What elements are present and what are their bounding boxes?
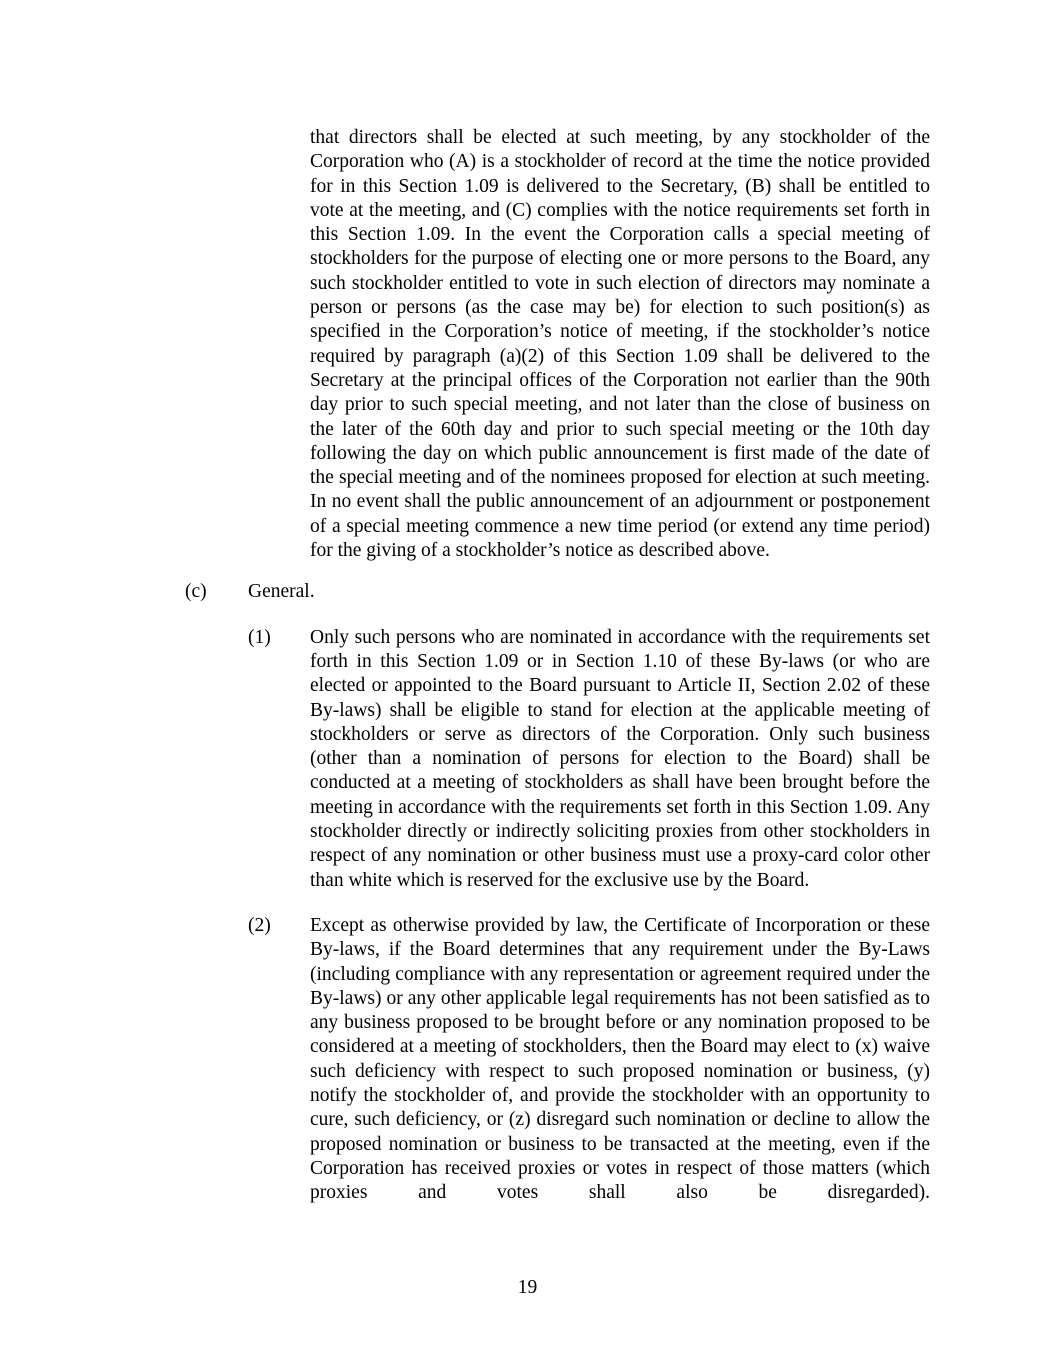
list-item-1-marker: (1) xyxy=(248,626,271,648)
list-item-2 xyxy=(185,914,930,1206)
list-item-2-marker: (2) xyxy=(248,914,271,936)
list-item-1-text: Only such persons who are nominated in accordance with the requirements set forth in this Section 1.09 or in Section 1.10 of these By-laws (or who are elected or appointed to the Board pursuant to Article II, Section 2.02 of these By-laws) shall be eligible to stand for election at the applicable meeting of stockholders or serve as directors of the Corporation. Only such business (other than a nomination of persons for election to the Board) shall be conducted at a meeting of stockholders as shall have been brought before the meeting in accordance with the requirements set forth in this Section 1.09. Any stockholder directly or indirectly soliciting proxies from other stockholders in respect of any nomination or other business must use a proxy-card color other than white which is reserved for the exclusive use by the Board. xyxy=(310,626,930,891)
section-c-marker: (c) xyxy=(185,581,207,603)
document-body xyxy=(185,126,930,1205)
section-c-heading xyxy=(185,580,930,604)
page-number: 19 xyxy=(517,1277,538,1298)
list-item-2-text: Except as otherwise provided by law, the Certificate of Incorporation or these By-laws, if the Board determines that any requirement under the By-Laws (including compliance with any representation or agreement required under the By-laws) or any other applicable legal requirements has not been satisfied as to any business proposed to be brought before or any nomination proposed to be considered at a meeting of stockholders, then the Board may elect to (x) waive such deficiency with respect to such proposed nomination or business, (y) notify the stockholder of, and provide the stockholder with an opportunity to cure, such deficiency, or (z) disregard such nomination or decline to allow the proposed nomination or business to be transacted at the meeting, even if the Corporation has received proxies or votes in respect of those matters (which proxies and votes shall also be disregarded). xyxy=(310,914,930,1204)
section-c-title: General. xyxy=(248,581,315,603)
continuation-paragraph: that directors shall be elected at such meeting, by any stockholder of the Corporation who (A) is a stockholder of record at the time the notice provided for in this Section 1.09 is delivered to the Secretary, (B) shall be entitled to vote at the meeting, and (C) complies with the notice requirements set forth in this Section 1.09. In the event the Corporation calls a special meeting of stockholders for the purpose of electing one or more persons to the Board, any such stockholder entitled to vote in such election of directors may nominate a person or persons (as the case may be) for election to such position(s) as specified in the Corporation’s notice of meeting, if the stockholder’s notice required by paragraph (a)(2) of this Section 1.09 shall be delivered to the Secretary at the principal offices of the Corporation not earlier than the 90th day prior to such special meeting, and not later than the close of business on the later of the 60th day and prior to such special meeting or the 10th day following the day on which public announcement is first made of the date of the special meeting and of the nominees proposed for election at such meeting. In no event shall the public announcement of an adjournment or postponement of a special meeting commence a new time period (or extend any time period) for the giving of a stockholder’s notice as described above. xyxy=(310,127,930,562)
list-item-1 xyxy=(185,626,930,893)
